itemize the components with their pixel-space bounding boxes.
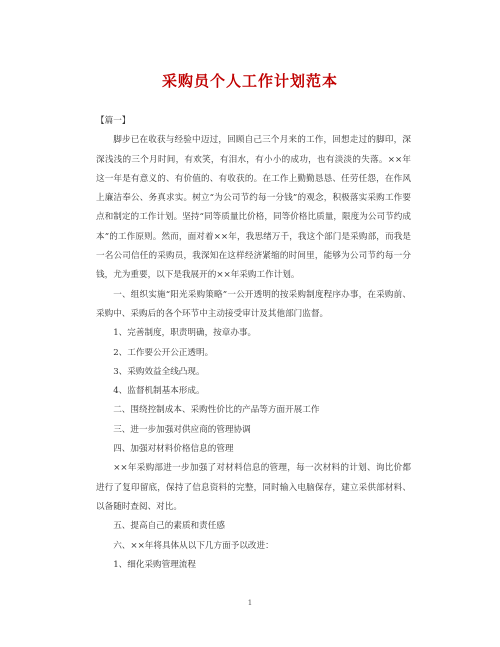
paragraph-item-1: 1、完善制度，职责明确，按章办事。	[113, 328, 257, 339]
paragraph-section-6-item-1: 1、细化采购管理流程	[113, 559, 196, 570]
document-body	[96, 112, 411, 575]
paragraph-item-4: 4、监督机制基本形成。	[113, 386, 205, 397]
document-title: 采购员个人工作计划范本	[161, 72, 338, 90]
section-tag: 【篇一】	[96, 116, 131, 126]
paragraph-section-4: 四、加强对材料价格信息的管理	[113, 444, 234, 455]
paragraph-section-1: 一、组织实施“阳光采购策略”一公开透明的按采购制度程序办事，在采购前、采购中、采购后的各个环节中主动接受审计及其他部门监督。	[96, 289, 411, 319]
paragraph-item-3: 3、采购效益全线凸现。	[113, 366, 205, 377]
paragraph-section-6: 六、××年将具体从以下几方面予以改进：	[113, 540, 274, 551]
paragraph-item-2: 2、工作要公开公正透明。	[113, 347, 214, 358]
page-number: 1	[247, 599, 253, 607]
paragraph-section-4-detail: ××年采购部进一步加强了对材料信息的管理，每一次材料的计划、询比价都进行了复印留底，保持了信息资料的完整，同时输入电脑保存，建立采供部材料、以备随时查阅、对比。	[96, 463, 411, 512]
paragraph-intro: 脚步已在收获与经验中迈过，回顾自己三个月来的工作，回想走过的脚印，深深浅浅的三个月时间，有欢笑，有泪水，有小小的成功，也有淡淡的失落。××年这一年是有意义的、有价值的、有收获的。在工作上勤勤恳恳、任劳任怨，在作风上廉洁奉公、务真求实。树立“为公司节约每一分钱”的观念，积极落实采购工作要点和制定的工作计划。坚持“同等质量比价格，同等价格比质量，限度为公司节约成本”的工作原则。然而，面对着××年，我思绪万千，我这个部门是采购部，而我是一名公司信任的采购员，我深知在这样经济紧缩的时间里，能够为公司节约每一分钱，尤为重要，以下是我展开的××年采购工作计划。	[96, 135, 411, 281]
paragraph-section-2: 二、围绕控制成本、采购性价比的产品等方面开展工作	[113, 405, 320, 416]
paragraph-section-5: 五、提高自己的素质和责任感	[113, 521, 225, 532]
paragraph-section-3: 三、进一步加强对供应商的管理协调	[113, 424, 251, 435]
